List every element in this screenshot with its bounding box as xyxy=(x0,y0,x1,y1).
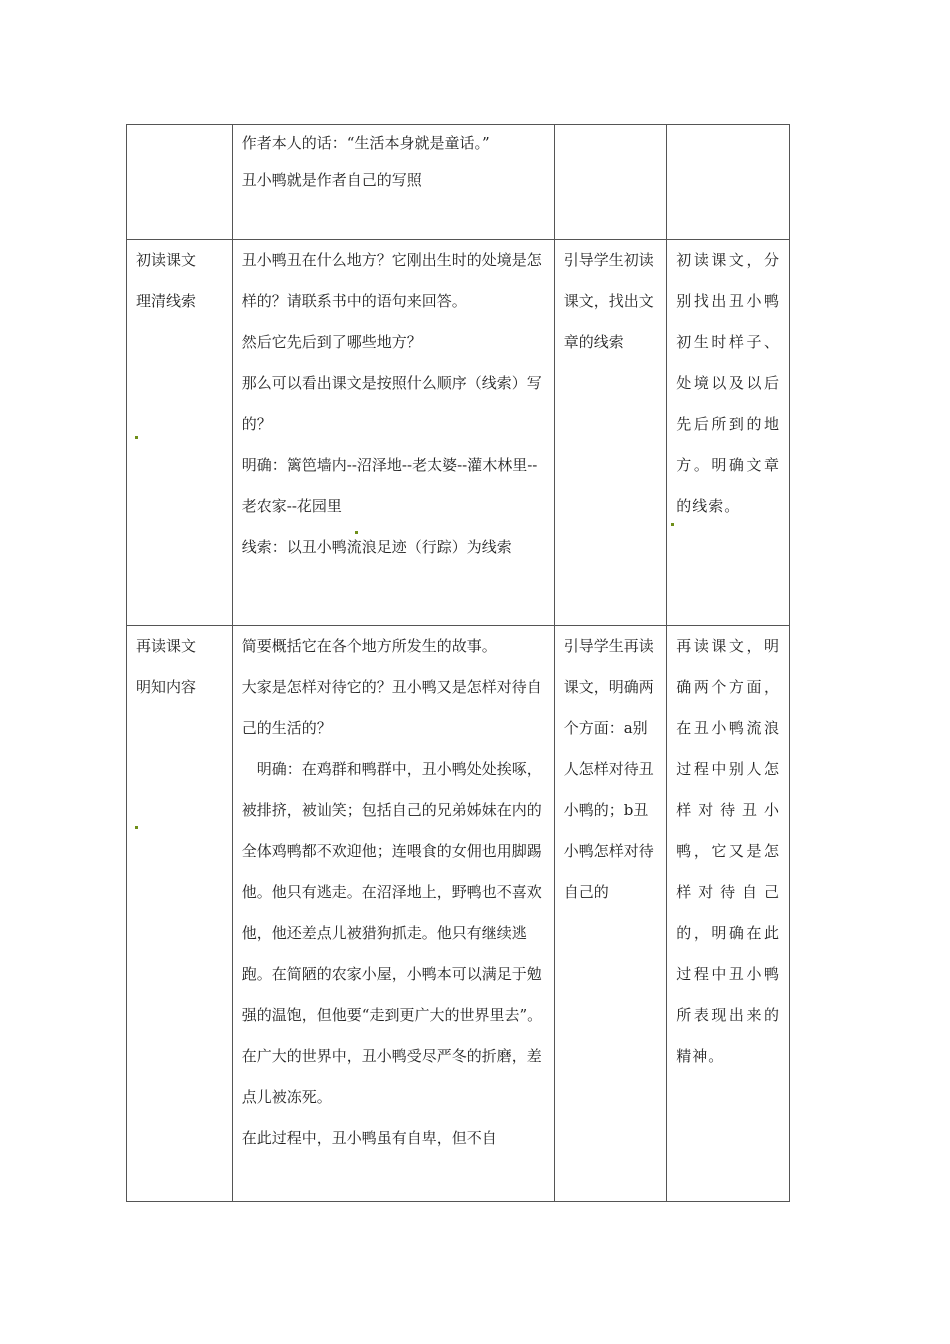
content-paragraph: 作者本人的话：“生活本身就是童话。” xyxy=(241,134,490,152)
content-paragraph: 那么可以看出课文是按照什么顺序（线索）写的？ xyxy=(241,374,542,433)
decorative-dot xyxy=(135,826,138,829)
content-paragraph: 明确：篱笆墙内--沼泽地--老太婆--灌木林里--老农家--花园里 xyxy=(241,456,538,515)
content-paragraph: 在此过程中，丑小鸭虽有自卑，但不自 xyxy=(241,1129,497,1147)
stage-label: 理清线索 xyxy=(136,292,197,310)
teacher-activity-cell xyxy=(554,125,667,240)
decorative-dot xyxy=(671,523,674,526)
lesson-plan-table xyxy=(126,124,790,1202)
decorative-dot xyxy=(355,531,358,534)
table-row xyxy=(127,240,790,626)
student-activity-cell xyxy=(667,125,790,240)
content-paragraph: 线索：以丑小鸭流浪足迹（行踪）为线索 xyxy=(241,538,512,556)
content-paragraph: 明确：在鸡群和鸭群中，丑小鸭处处挨啄，被排挤，被讪笑；包括自己的兄弟姊妹在内的全体鸡鸭都不欢迎他；连喂食的女佣也用脚踢他。他只有逃走。在沼泽地上，野鸭也不喜欢他，他还差点儿被猎狗抓走。他只有继续逃跑。在简陋的农家小屋，小鸭本可以满足于勉强的温饱，但他要“走到更广大的世界里去”。在广大的世界中，丑小鸭受尽严冬的折磨，差点儿被冻死。 xyxy=(241,760,543,1106)
stage-cell xyxy=(127,626,233,1202)
content-paragraph: 简要概括它在各个地方所发生的故事。 xyxy=(241,637,497,655)
student-activity-cell xyxy=(667,240,790,626)
stage-label: 初读课文 xyxy=(136,251,197,269)
student-activity-cell xyxy=(667,626,790,1202)
stage-label: 明知内容 xyxy=(136,678,197,696)
content-cell xyxy=(232,240,554,626)
teacher-activity-cell xyxy=(554,240,667,626)
teacher-activity-text: 引导学生初读课文，找出文章的线索 xyxy=(563,251,654,351)
table-row xyxy=(127,125,790,240)
content-paragraph: 丑小鸭就是作者自己的写照 xyxy=(241,171,422,189)
stage-label: 再读课文 xyxy=(136,637,197,655)
teacher-activity-cell xyxy=(554,626,667,1202)
decorative-dot xyxy=(135,436,138,439)
stage-cell xyxy=(127,125,233,240)
teacher-activity-text: 引导学生再读课文，明确两个方面：a别人怎样对待丑小鸭的；b丑小鸭怎样对待自己的 xyxy=(563,637,654,901)
table-row xyxy=(127,626,790,1202)
student-activity-text: 初读课文，分别找出丑小鸭初生时样子、处境以及以后先后所到的地方。明确文章的线索。 xyxy=(676,251,780,515)
content-paragraph: 然后它先后到了哪些地方？ xyxy=(241,333,422,351)
student-activity-text: 再读课文，明确两个方面，在丑小鸭流浪过程中别人怎样对待丑小鸭，它又是怎样对待自己的，明确在此过程中丑小鸭所表现出来的精神。 xyxy=(676,637,780,1065)
content-cell xyxy=(232,125,554,240)
stage-cell xyxy=(127,240,233,626)
content-paragraph: 大家是怎样对待它的？丑小鸭又是怎样对待自己的生活的？ xyxy=(241,678,542,737)
content-cell xyxy=(232,626,554,1202)
content-paragraph: 丑小鸭丑在什么地方？它刚出生时的处境是怎样的？请联系书中的语句来回答。 xyxy=(241,251,542,310)
